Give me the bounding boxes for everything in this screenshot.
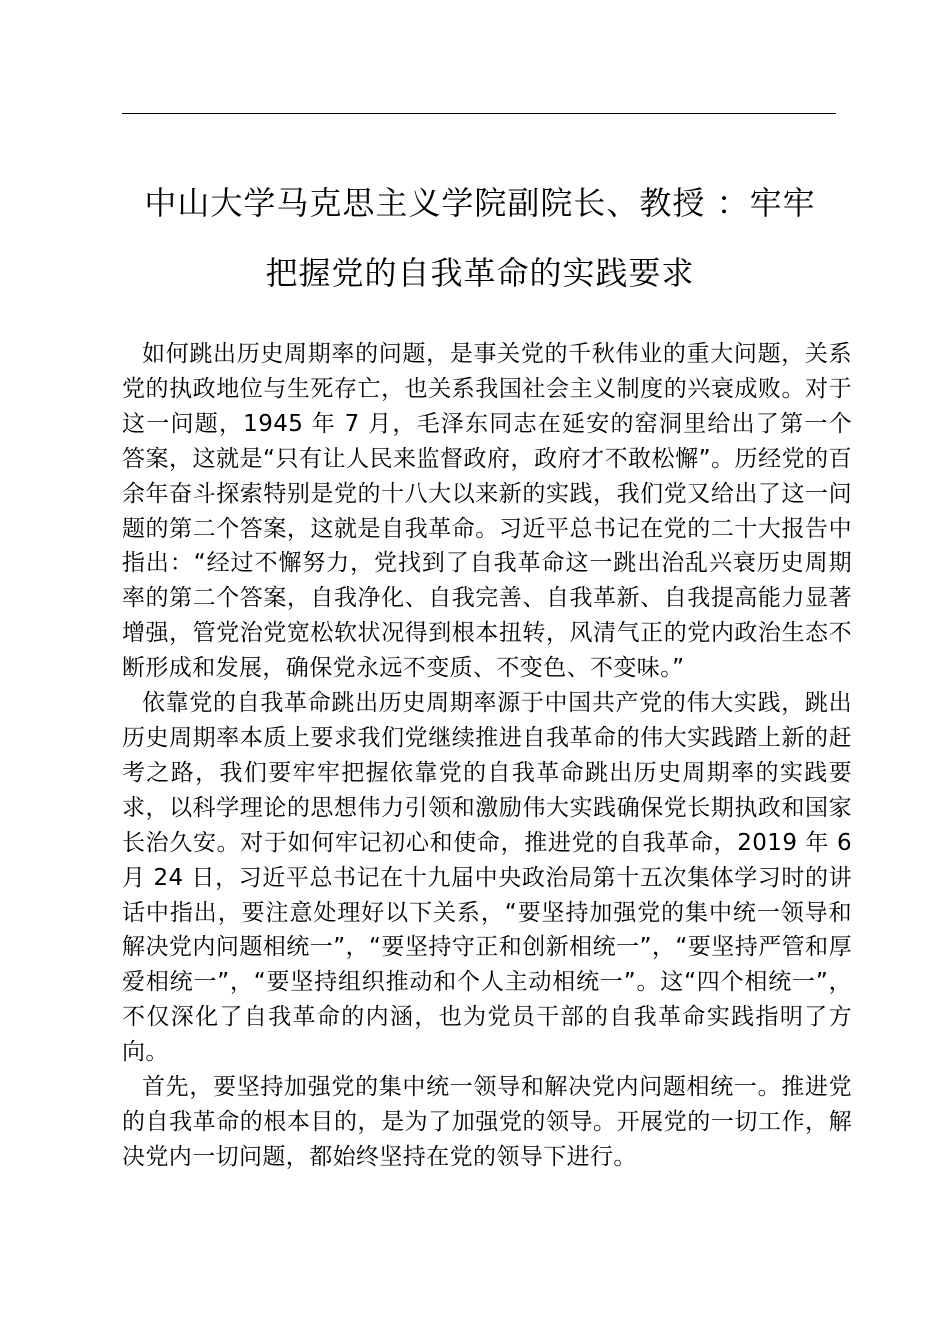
document-body [122, 337, 852, 1175]
title-line-2: 把握党的自我革命的实践要求 [265, 254, 695, 292]
paragraph-1: 如何跳出历史周期率的问题，是事关党的千秋伟业的重大问题，关系党的执政地位与生死存亡，也关系我国社会主义制度的兴衰成败。对于这一问题，1945 年 7 月，毛泽东同志在延安的窑洞里给出了第一个答案，这就是“只有让人民来监督政府，政府才不敢松懈”。历经党的百余年奋斗探索特别是党的十八大以来新的实践，我们党又给出了这一问题的第二个答案，这就是自我革命。习近平总书记在党的二十大报告中指出：“经过不懈努力，党找到了自我革命这一跳出治乱兴衰历史周期率的第二个答案，自我净化、自我完善、自我革新、自我提高能力显著增强，管党治党宽松软状况得到根本扭转，风清气正的党内政治生态不断形成和发展，确保党永远不变质、不变色、不变味。” [122, 341, 852, 682]
header-rule [122, 113, 836, 114]
paragraph-3: 首先，要坚持加强党的集中统一领导和解决党内问题相统一。推进党的自我革命的根本目的，是为了加强党的领导。开展党的一切工作，解决党内一切问题，都始终坚持在党的领导下进行。 [122, 1074, 852, 1170]
document-title [110, 168, 850, 308]
paragraph-2: 依靠党的自我革命跳出历史周期率源于中国共产党的伟大实践，跳出历史周期率本质上要求我们党继续推进自我革命的伟大实践踏上新的赶考之路，我们要牢牢把握依靠党的自我革命跳出历史周期率的实践要求，以科学理论的思想伟力引领和激励伟大实践确保党长期执政和国家长治久安。对于如何牢记初心和使命，推进党的自我革命，2019 年 6 月 24 日，习近平总书记在十九届中央政治局第十五次集体学习时的讲话中指出，要注意处理好以下关系，“要坚持加强党的集中统一领导和解决党内问题相统一”，“要坚持守正和创新相统一”，“要坚持严管和厚爱相统一”，“要坚持组织推动和个人主动相统一”。这“四个相统一”，不仅深化了自我革命的内涵，也为党员干部的自我革命实践指明了方向。 [122, 690, 852, 1066]
title-line-1: 中山大学马克思主义学院副院长、教授 ：牢牢 [144, 184, 816, 222]
